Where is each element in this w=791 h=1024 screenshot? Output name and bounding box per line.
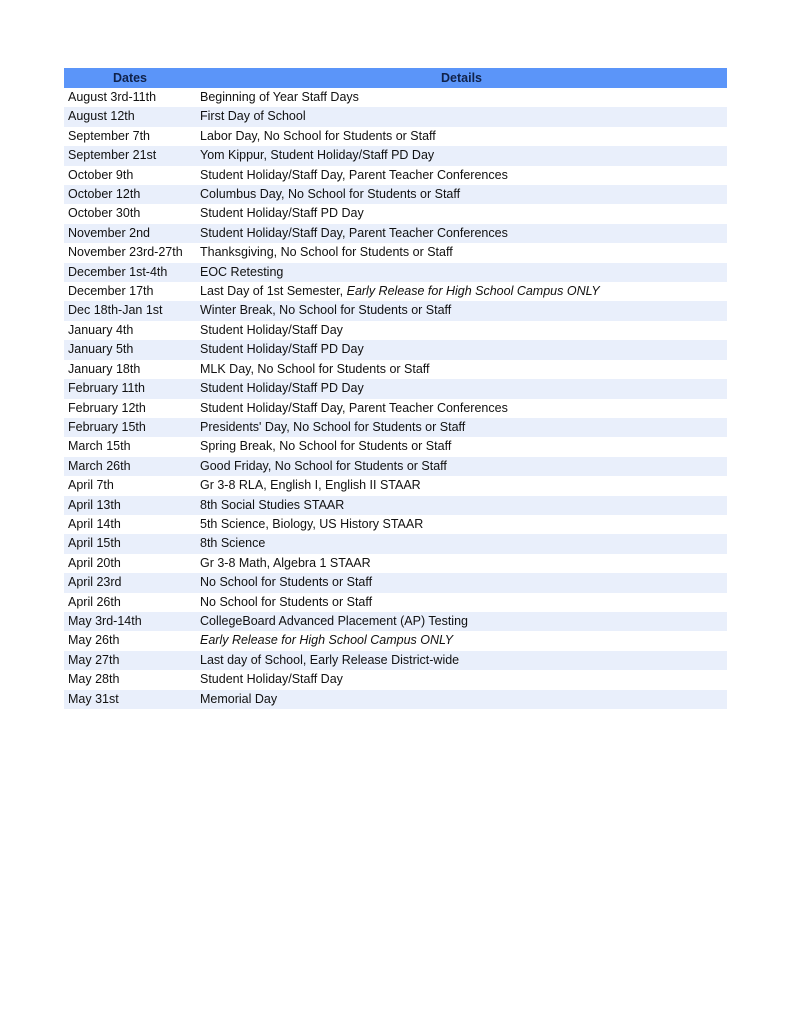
table-row <box>64 88 727 107</box>
date-cell: August 12th <box>64 107 196 126</box>
table-row <box>64 554 727 573</box>
details-cell <box>196 515 727 534</box>
date-cell: December 17th <box>64 282 196 301</box>
details-text: Gr 3-8 RLA, English I, English II STAAR <box>200 478 421 493</box>
date-cell: May 27th <box>64 651 196 670</box>
table-row <box>64 457 727 476</box>
date-cell: October 12th <box>64 185 196 204</box>
date-cell: December 1st-4th <box>64 263 196 282</box>
details-cell <box>196 166 727 185</box>
details-cell <box>196 146 727 165</box>
details-cell <box>196 690 727 709</box>
date-cell: January 18th <box>64 360 196 379</box>
details-cell <box>196 670 727 689</box>
details-cell <box>196 573 727 592</box>
table-row <box>64 437 727 456</box>
details-text: Student Holiday/Staff Day <box>200 672 343 687</box>
table-row <box>64 146 727 165</box>
date-cell: May 3rd-14th <box>64 612 196 631</box>
details-cell <box>196 282 727 301</box>
details-cell <box>196 379 727 398</box>
date-cell: May 31st <box>64 690 196 709</box>
details-cell <box>196 127 727 146</box>
details-text: Thanksgiving, No School for Students or Staff <box>200 245 453 260</box>
details-cell <box>196 204 727 223</box>
details-text: No School for Students or Staff <box>200 594 373 609</box>
date-cell: October 9th <box>64 166 196 185</box>
details-italic-text: Early Release for High School Campus ONLY <box>346 284 600 299</box>
details-text: Good Friday, No School for Students or Staff <box>200 458 447 473</box>
table-row <box>64 593 727 612</box>
details-text: Labor Day, No School for Students or Staff <box>200 128 436 143</box>
details-text: Winter Break, No School for Students or Staff <box>200 303 452 318</box>
details-column-header: Details <box>196 68 727 88</box>
table-body <box>64 88 727 709</box>
table-header-row <box>64 68 727 88</box>
table-row <box>64 515 727 534</box>
table-row <box>64 185 727 204</box>
details-cell <box>196 437 727 456</box>
date-cell: October 30th <box>64 204 196 223</box>
table-row <box>64 360 727 379</box>
table-row <box>64 496 727 515</box>
date-cell: February 12th <box>64 399 196 418</box>
details-text: Presidents' Day, No School for Students or Staff <box>200 419 466 434</box>
details-cell <box>196 631 727 650</box>
date-cell: November 23rd-27th <box>64 243 196 262</box>
details-cell <box>196 593 727 612</box>
date-cell: May 26th <box>64 631 196 650</box>
date-cell: April 26th <box>64 593 196 612</box>
details-cell <box>196 554 727 573</box>
details-cell <box>196 418 727 437</box>
date-cell: April 23rd <box>64 573 196 592</box>
date-cell: April 15th <box>64 534 196 553</box>
table-row <box>64 651 727 670</box>
details-text: Yom Kippur, Student Holiday/Staff PD Day <box>200 148 435 163</box>
details-text: 5th Science, Biology, US History STAAR <box>200 516 424 531</box>
details-text: Columbus Day, No School for Students or Staff <box>200 187 461 202</box>
table-row <box>64 476 727 495</box>
table-row <box>64 399 727 418</box>
details-text: Gr 3-8 Math, Algebra 1 STAAR <box>200 555 371 570</box>
details-text: Memorial Day <box>200 691 278 706</box>
details-text: Student Holiday/Staff Day, Parent Teacher Conferences <box>200 400 508 415</box>
table-row <box>64 243 727 262</box>
table-row <box>64 127 727 146</box>
details-text: 8th Science <box>200 536 266 551</box>
date-cell: January 5th <box>64 340 196 359</box>
table-row <box>64 573 727 592</box>
details-cell <box>196 224 727 243</box>
table-row <box>64 340 727 359</box>
details-cell <box>196 340 727 359</box>
table-row <box>64 690 727 709</box>
details-cell <box>196 263 727 282</box>
table-row <box>64 301 727 320</box>
details-text: MLK Day, No School for Students or Staff <box>200 361 430 376</box>
dates-column-header: Dates <box>64 68 196 88</box>
details-cell <box>196 107 727 126</box>
table-row <box>64 263 727 282</box>
table-row <box>64 321 727 340</box>
details-italic-text: Early Release for High School Campus ONLY <box>200 633 454 648</box>
details-cell <box>196 476 727 495</box>
date-cell: May 28th <box>64 670 196 689</box>
date-cell: September 7th <box>64 127 196 146</box>
calendar-table <box>64 68 727 709</box>
details-cell <box>196 612 727 631</box>
details-cell <box>196 457 727 476</box>
date-cell: April 13th <box>64 496 196 515</box>
table-row <box>64 534 727 553</box>
details-cell <box>196 496 727 515</box>
table-row <box>64 379 727 398</box>
details-text: Last Day of 1st Semester, <box>200 284 347 299</box>
table-row <box>64 631 727 650</box>
date-cell: April 7th <box>64 476 196 495</box>
table-row <box>64 204 727 223</box>
table-row <box>64 282 727 301</box>
details-text: Student Holiday/Staff Day, Parent Teacher Conferences <box>200 167 508 182</box>
details-text: First Day of School <box>200 109 306 124</box>
table-row <box>64 670 727 689</box>
details-cell <box>196 360 727 379</box>
details-cell <box>196 651 727 670</box>
date-cell: November 2nd <box>64 224 196 243</box>
details-text: Student Holiday/Staff Day, Parent Teacher Conferences <box>200 225 508 240</box>
date-cell: March 15th <box>64 437 196 456</box>
table-row <box>64 107 727 126</box>
date-cell: January 4th <box>64 321 196 340</box>
details-cell <box>196 301 727 320</box>
details-text: Last day of School, Early Release District-wide <box>200 652 460 667</box>
details-cell <box>196 321 727 340</box>
date-cell: February 15th <box>64 418 196 437</box>
details-cell <box>196 88 727 107</box>
details-text: CollegeBoard Advanced Placement (AP) Testing <box>200 613 468 628</box>
details-text: Student Holiday/Staff PD Day <box>200 381 364 396</box>
details-cell <box>196 399 727 418</box>
details-text: Beginning of Year Staff Days <box>200 90 359 104</box>
date-cell: September 21st <box>64 146 196 165</box>
details-text: EOC Retesting <box>200 264 284 279</box>
details-cell <box>196 534 727 553</box>
date-cell: April 20th <box>64 554 196 573</box>
details-text: No School for Students or Staff <box>200 575 373 590</box>
date-cell: April 14th <box>64 515 196 534</box>
details-text: 8th Social Studies STAAR <box>200 497 345 512</box>
date-cell: Dec 18th-Jan 1st <box>64 301 196 320</box>
table-row <box>64 166 727 185</box>
details-cell <box>196 185 727 204</box>
table-row <box>64 418 727 437</box>
table-row <box>64 224 727 243</box>
table-row <box>64 612 727 631</box>
details-text: Spring Break, No School for Students or Staff <box>200 439 452 454</box>
date-cell: March 26th <box>64 457 196 476</box>
date-cell: February 11th <box>64 379 196 398</box>
date-cell: August 3rd-11th <box>64 88 196 107</box>
details-text: Student Holiday/Staff PD Day <box>200 342 364 357</box>
details-text: Student Holiday/Staff Day <box>200 322 343 337</box>
details-text: Student Holiday/Staff PD Day <box>200 206 364 221</box>
details-cell <box>196 243 727 262</box>
